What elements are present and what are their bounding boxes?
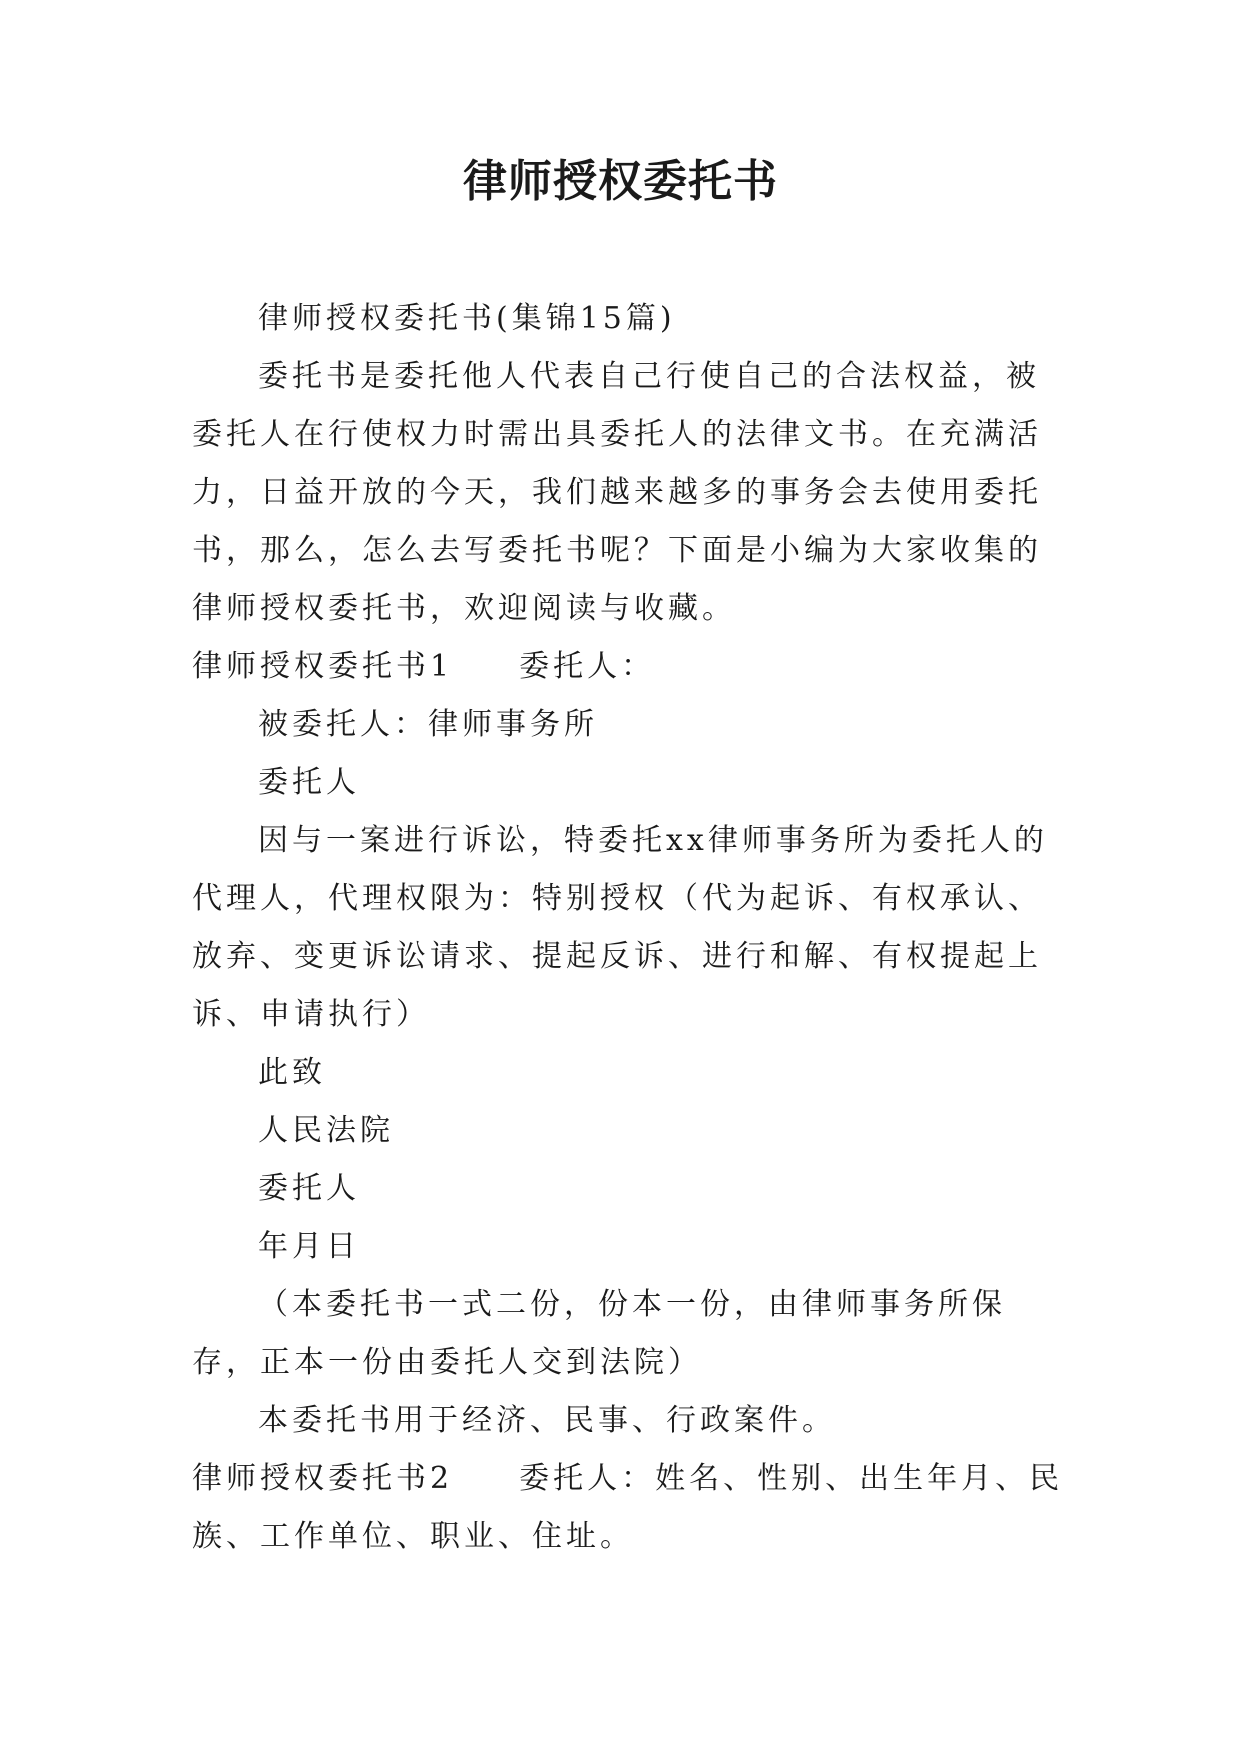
paragraph-agent: 被委托人：律师事务所	[258, 707, 598, 742]
paragraph-copies-note: （本委托书一式二份，份本一份，由律师事务所保存，正本一份由委托人交到法院）	[192, 1287, 1006, 1380]
section-2-client: 委托人：姓名、性别、出生年月、民族、工作单位、职业、住址。	[192, 1461, 1064, 1554]
document-body	[192, 290, 1072, 1566]
paragraph-court: 人民法院	[258, 1113, 394, 1148]
section-1-client: 委托人：	[519, 649, 656, 684]
section-1-line	[192, 638, 1072, 696]
paragraph-salutation: 此致	[258, 1055, 326, 1090]
paragraph-authority: 因与一案进行诉讼，特委托xx律师事务所为委托人的代理人，代理权限为：特别授权（代为起诉、有权承认、放弃、变更诉讼请求、提起反诉、进行和解、有权提起上诉、申请执行）	[192, 823, 1048, 1032]
paragraph-usage-note: 本委托书用于经济、民事、行政案件。	[258, 1403, 836, 1438]
section-2-heading: 律师授权委托书2	[192, 1461, 454, 1496]
section-2-line	[192, 1450, 1072, 1566]
paragraph-signatory: 委托人	[258, 1171, 360, 1206]
section-1-heading: 律师授权委托书1	[192, 649, 454, 684]
paragraph-date: 年月日	[258, 1229, 360, 1264]
paragraph-client: 委托人	[258, 765, 360, 800]
document-title: 律师授权委托书	[463, 156, 778, 207]
paragraph-intro: 委托书是委托他人代表自己行使自己的合法权益，被委托人在行使权力时需出具委托人的法律文书。在充满活力，日益开放的今天，我们越来越多的事务会去使用委托书，那么，怎么去写委托书呢？下面是小编为大家收集的律师授权委托书，欢迎阅读与收藏。	[192, 359, 1042, 626]
paragraph-collection-title: 律师授权委托书(集锦15篇)	[258, 301, 676, 336]
